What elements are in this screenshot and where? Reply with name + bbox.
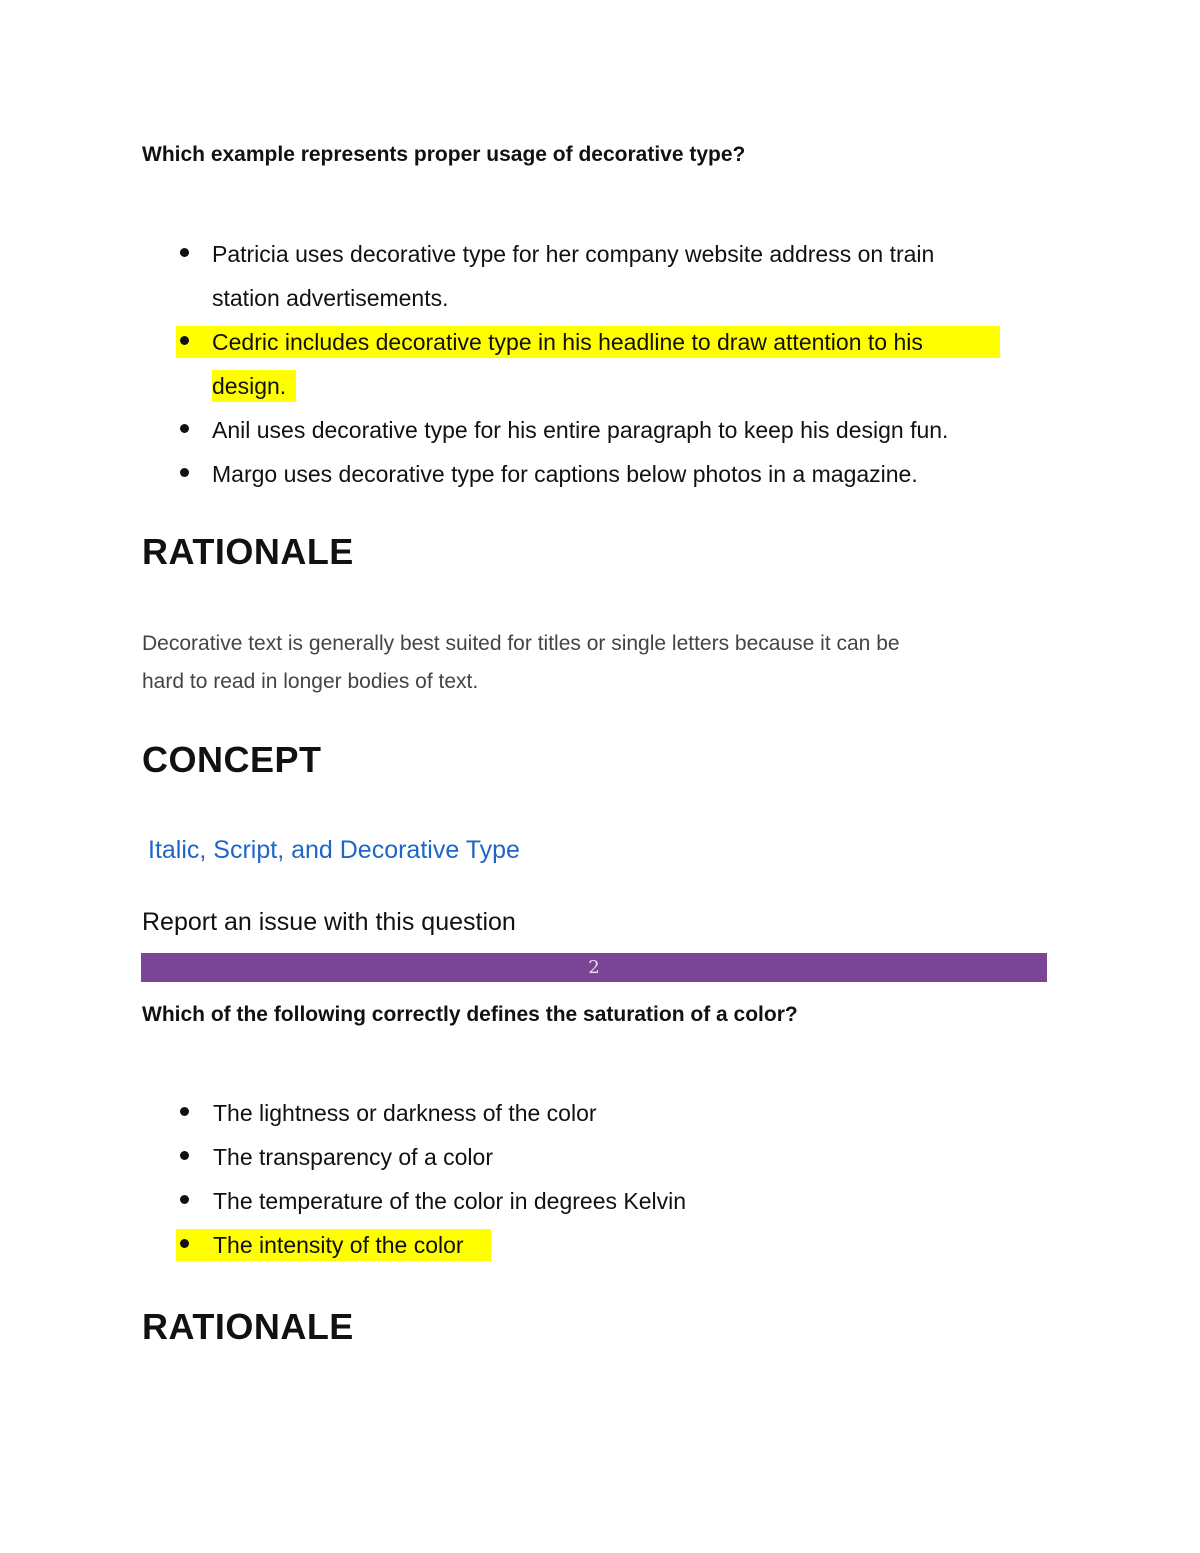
option-2-2-text: The transparency of a color	[213, 1144, 493, 1170]
question-number-bar	[141, 953, 1047, 982]
option-2-3-text: The temperature of the color in degrees Kelvin	[213, 1188, 687, 1214]
bullet-icon	[180, 1151, 189, 1160]
concept-link[interactable]: Italic, Script, and Decorative Type	[148, 836, 520, 864]
option-2-4-text: The intensity of the color	[213, 1232, 464, 1258]
option-2-1[interactable]	[176, 1091, 1056, 1135]
option-2-3[interactable]	[176, 1179, 1056, 1223]
option-2-4-correct[interactable]	[176, 1223, 1056, 1267]
bullet-icon	[180, 1107, 189, 1116]
option-2-1-text: The lightness or darkness of the color	[213, 1100, 597, 1126]
rationale-heading-1: RATIONALE	[142, 531, 354, 572]
option-2-2[interactable]	[176, 1135, 1056, 1179]
bullet-icon	[180, 1239, 189, 1248]
bullet-icon	[180, 248, 189, 257]
option-1-4-line-1: Margo uses decorative type for captions below photos in a magazine.	[212, 461, 918, 487]
rationale-heading-2: RATIONALE	[142, 1306, 354, 1347]
bullet-icon	[180, 468, 189, 477]
rationale-text-1	[142, 625, 1022, 701]
question-2-text: Which of the following correctly defines the saturation of a color?	[142, 1003, 798, 1026]
option-1-1-line-1: Patricia uses decorative type for her company website address on train	[212, 241, 935, 267]
bullet-icon	[180, 424, 189, 433]
option-1-2-line-2: design.	[212, 373, 287, 399]
option-1-2-line-1: Cedric includes decorative type in his headline to draw attention to his	[212, 329, 923, 355]
rationale-line-1: Decorative text is generally best suited for titles or single letters because it can be	[142, 632, 900, 655]
option-1-1-line-2: station advertisements.	[212, 285, 449, 311]
rationale-line-2: hard to read in longer bodies of text.	[142, 670, 479, 693]
question-number: 2	[588, 957, 600, 978]
report-issue-link[interactable]: Report an issue with this question	[142, 908, 516, 936]
option-1-3-line-1: Anil uses decorative type for his entire paragraph to keep his design fun.	[212, 417, 949, 443]
concept-heading: CONCEPT	[142, 739, 322, 780]
bullet-icon	[180, 336, 189, 345]
bullet-icon	[180, 1195, 189, 1204]
question-1-text: Which example represents proper usage of decorative type?	[142, 143, 746, 166]
